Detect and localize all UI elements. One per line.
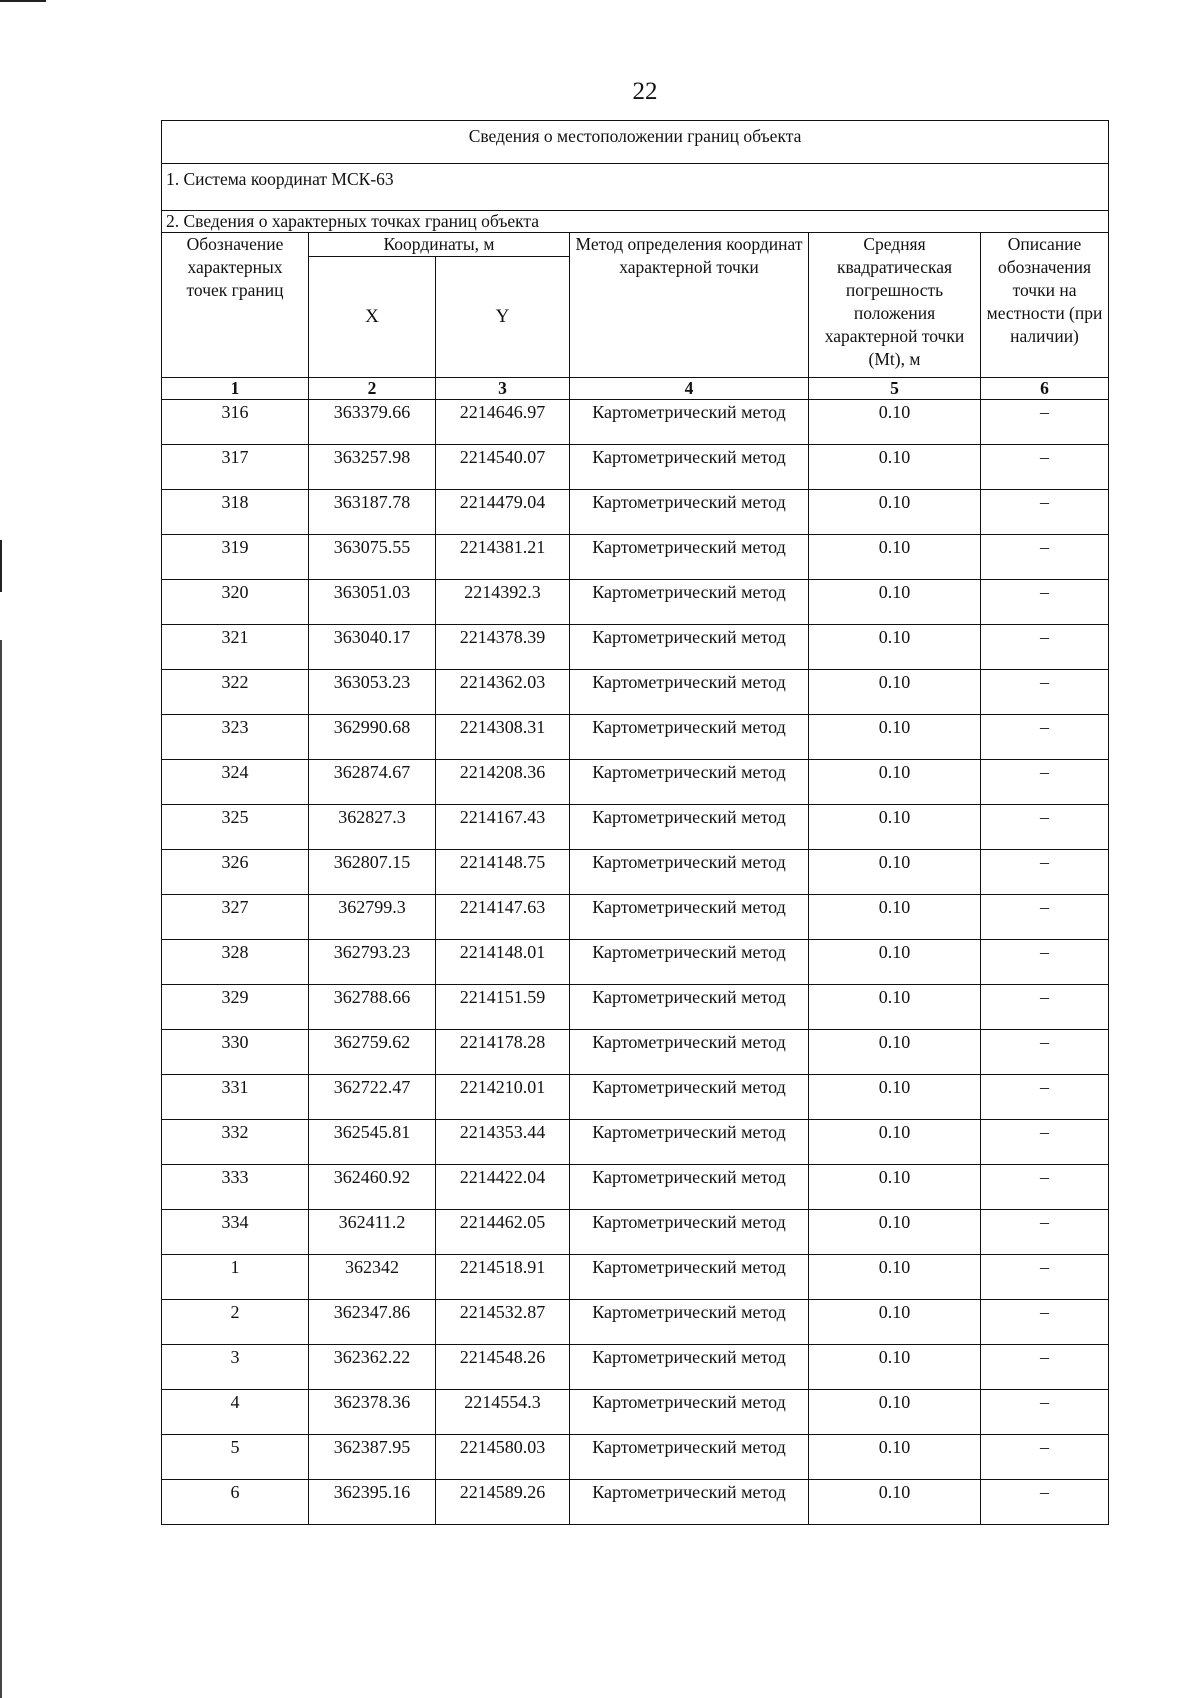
table-row: [162, 1390, 1109, 1435]
y-cell: 2214646.97: [436, 400, 570, 445]
description-cell: –: [981, 1345, 1109, 1390]
description-cell: –: [981, 1075, 1109, 1120]
point-cell: 333: [162, 1165, 309, 1210]
point-cell: 2: [162, 1300, 309, 1345]
description-cell: –: [981, 760, 1109, 805]
description-cell: –: [981, 400, 1109, 445]
table-title: Сведения о местоположении границ объекта: [162, 121, 1109, 164]
y-cell: 2214148.01: [436, 940, 570, 985]
x-cell: 362378.36: [309, 1390, 436, 1435]
mt-cell: 0.10: [809, 1165, 981, 1210]
header-x: X: [309, 257, 436, 378]
description-cell: –: [981, 1165, 1109, 1210]
mt-cell: 0.10: [809, 625, 981, 670]
method-cell: Картометрический метод: [570, 490, 809, 535]
column-number: 1: [162, 378, 309, 400]
mt-cell: 0.10: [809, 1030, 981, 1075]
point-cell: 322: [162, 670, 309, 715]
point-cell: 6: [162, 1480, 309, 1525]
table-row: [162, 1480, 1109, 1525]
x-cell: 362793.23: [309, 940, 436, 985]
description-cell: –: [981, 1480, 1109, 1525]
method-cell: Картометрический метод: [570, 985, 809, 1030]
point-cell: 331: [162, 1075, 309, 1120]
description-cell: –: [981, 895, 1109, 940]
description-cell: –: [981, 1300, 1109, 1345]
description-cell: –: [981, 1030, 1109, 1075]
y-cell: 2214353.44: [436, 1120, 570, 1165]
description-cell: –: [981, 670, 1109, 715]
y-cell: 2214208.36: [436, 760, 570, 805]
column-number: 5: [809, 378, 981, 400]
column-number: 4: [570, 378, 809, 400]
description-cell: –: [981, 580, 1109, 625]
method-cell: Картометрический метод: [570, 1255, 809, 1300]
x-cell: 362545.81: [309, 1120, 436, 1165]
table-row: [162, 1345, 1109, 1390]
method-cell: Картометрический метод: [570, 670, 809, 715]
y-cell: 2214532.87: [436, 1300, 570, 1345]
point-cell: 327: [162, 895, 309, 940]
point-cell: 326: [162, 850, 309, 895]
y-cell: 2214479.04: [436, 490, 570, 535]
method-cell: Картометрический метод: [570, 1120, 809, 1165]
mt-cell: 0.10: [809, 1300, 981, 1345]
y-cell: 2214151.59: [436, 985, 570, 1030]
mt-cell: 0.10: [809, 940, 981, 985]
x-cell: 362799.3: [309, 895, 436, 940]
y-cell: 2214147.63: [436, 895, 570, 940]
point-cell: 324: [162, 760, 309, 805]
point-cell: 325: [162, 805, 309, 850]
boundary-table-wrap: [161, 120, 1108, 1525]
x-cell: 362395.16: [309, 1480, 436, 1525]
table-row: [162, 1300, 1109, 1345]
description-cell: –: [981, 850, 1109, 895]
table-row: [162, 1255, 1109, 1300]
mt-cell: 0.10: [809, 1390, 981, 1435]
column-numbers-row: [162, 378, 1109, 400]
mt-cell: 0.10: [809, 1255, 981, 1300]
description-cell: –: [981, 625, 1109, 670]
description-cell: –: [981, 490, 1109, 535]
mt-cell: 0.10: [809, 445, 981, 490]
y-cell: 2214422.04: [436, 1165, 570, 1210]
method-cell: Картометрический метод: [570, 1300, 809, 1345]
header-y: Y: [436, 257, 570, 378]
method-cell: Картометрический метод: [570, 895, 809, 940]
description-cell: –: [981, 715, 1109, 760]
x-cell: 363187.78: [309, 490, 436, 535]
y-cell: 2214548.26: [436, 1345, 570, 1390]
point-cell: 321: [162, 625, 309, 670]
x-cell: 362807.15: [309, 850, 436, 895]
x-cell: 362460.92: [309, 1165, 436, 1210]
point-cell: 329: [162, 985, 309, 1030]
table-row: [162, 670, 1109, 715]
x-cell: 362347.86: [309, 1300, 436, 1345]
x-cell: 363040.17: [309, 625, 436, 670]
method-cell: Картометрический метод: [570, 1075, 809, 1120]
table-row: [162, 850, 1109, 895]
x-cell: 362759.62: [309, 1030, 436, 1075]
boundary-points-table: [161, 120, 1109, 1525]
table-row: [162, 580, 1109, 625]
mt-cell: 0.10: [809, 1210, 981, 1255]
table-row: [162, 1120, 1109, 1165]
point-cell: 323: [162, 715, 309, 760]
method-cell: Картометрический метод: [570, 1165, 809, 1210]
y-cell: 2214518.91: [436, 1255, 570, 1300]
point-cell: 3: [162, 1345, 309, 1390]
y-cell: 2214362.03: [436, 670, 570, 715]
scan-artifact-left-line: [0, 640, 2, 1698]
method-cell: Картометрический метод: [570, 1345, 809, 1390]
mt-cell: 0.10: [809, 715, 981, 760]
mt-cell: 0.10: [809, 490, 981, 535]
method-cell: Картометрический метод: [570, 1210, 809, 1255]
point-cell: 328: [162, 940, 309, 985]
table-row: [162, 895, 1109, 940]
method-cell: Картометрический метод: [570, 400, 809, 445]
point-cell: 320: [162, 580, 309, 625]
header-coordinates: Координаты, м: [309, 233, 570, 257]
mt-cell: 0.10: [809, 850, 981, 895]
mt-cell: 0.10: [809, 1435, 981, 1480]
method-cell: Картометрический метод: [570, 850, 809, 895]
mt-cell: 0.10: [809, 535, 981, 580]
method-cell: Картометрический метод: [570, 760, 809, 805]
section-title: 2. Сведения о характерных точках границ объекта: [162, 211, 1109, 233]
table-row: [162, 490, 1109, 535]
mt-cell: 0.10: [809, 985, 981, 1030]
method-cell: Картометрический метод: [570, 1390, 809, 1435]
y-cell: 2214210.01: [436, 1075, 570, 1120]
x-cell: 362362.22: [309, 1345, 436, 1390]
method-cell: Картометрический метод: [570, 625, 809, 670]
mt-cell: 0.10: [809, 580, 981, 625]
description-cell: –: [981, 1255, 1109, 1300]
description-cell: –: [981, 985, 1109, 1030]
mt-cell: 0.10: [809, 1075, 981, 1120]
y-cell: 2214589.26: [436, 1480, 570, 1525]
table-row: [162, 1435, 1109, 1480]
point-cell: 319: [162, 535, 309, 580]
mt-cell: 0.10: [809, 760, 981, 805]
x-cell: 362342: [309, 1255, 436, 1300]
point-cell: 316: [162, 400, 309, 445]
y-cell: 2214148.75: [436, 850, 570, 895]
mt-cell: 0.10: [809, 1345, 981, 1390]
method-cell: Картометрический метод: [570, 940, 809, 985]
description-cell: –: [981, 1210, 1109, 1255]
point-cell: 317: [162, 445, 309, 490]
description-cell: –: [981, 445, 1109, 490]
point-cell: 332: [162, 1120, 309, 1165]
point-cell: 318: [162, 490, 309, 535]
table-row: [162, 1075, 1109, 1120]
table-row: [162, 1210, 1109, 1255]
mt-cell: 0.10: [809, 895, 981, 940]
header-point-designation: Обозначение характерных точек границ: [162, 233, 309, 378]
x-cell: 363053.23: [309, 670, 436, 715]
y-cell: 2214178.28: [436, 1030, 570, 1075]
x-cell: 363257.98: [309, 445, 436, 490]
description-cell: –: [981, 1120, 1109, 1165]
y-cell: 2214462.05: [436, 1210, 570, 1255]
y-cell: 2214392.3: [436, 580, 570, 625]
column-number: 3: [436, 378, 570, 400]
table-row: [162, 1165, 1109, 1210]
y-cell: 2214308.31: [436, 715, 570, 760]
method-cell: Картометрический метод: [570, 1480, 809, 1525]
table-row: [162, 715, 1109, 760]
y-cell: 2214378.39: [436, 625, 570, 670]
x-cell: 362827.3: [309, 805, 436, 850]
point-cell: 5: [162, 1435, 309, 1480]
point-cell: 334: [162, 1210, 309, 1255]
scan-artifact-left-edge: [0, 540, 2, 592]
page-number: 22: [632, 78, 658, 105]
header-description: Описание обозначения точки на местности (при наличии): [981, 233, 1109, 378]
table-row: [162, 445, 1109, 490]
method-cell: Картометрический метод: [570, 535, 809, 580]
mt-cell: 0.10: [809, 400, 981, 445]
x-cell: 362990.68: [309, 715, 436, 760]
description-cell: –: [981, 805, 1109, 850]
x-cell: 362387.95: [309, 1435, 436, 1480]
x-cell: 362874.67: [309, 760, 436, 805]
method-cell: Картометрический метод: [570, 1030, 809, 1075]
x-cell: 363379.66: [309, 400, 436, 445]
x-cell: 362411.2: [309, 1210, 436, 1255]
mt-cell: 0.10: [809, 670, 981, 715]
scan-artifact-top-left: [0, 0, 46, 2]
coordinate-system: 1. Система координат МСК-63: [162, 164, 1109, 211]
point-cell: 4: [162, 1390, 309, 1435]
point-cell: 1: [162, 1255, 309, 1300]
y-cell: 2214554.3: [436, 1390, 570, 1435]
method-cell: Картометрический метод: [570, 805, 809, 850]
method-cell: Картометрический метод: [570, 445, 809, 490]
table-row: [162, 1030, 1109, 1075]
table-row: [162, 760, 1109, 805]
x-cell: 362722.47: [309, 1075, 436, 1120]
description-cell: –: [981, 535, 1109, 580]
header-error: Средняя квадратическая погрешность положения характерной точки (Mt), м: [809, 233, 981, 378]
method-cell: Картометрический метод: [570, 1435, 809, 1480]
x-cell: 363075.55: [309, 535, 436, 580]
method-cell: Картометрический метод: [570, 580, 809, 625]
column-number: 6: [981, 378, 1109, 400]
mt-cell: 0.10: [809, 1480, 981, 1525]
table-row: [162, 805, 1109, 850]
y-cell: 2214540.07: [436, 445, 570, 490]
table-row: [162, 985, 1109, 1030]
header-method: Метод определения координат характерной точки: [570, 233, 809, 378]
description-cell: –: [981, 1390, 1109, 1435]
table-body: [162, 400, 1109, 1525]
y-cell: 2214167.43: [436, 805, 570, 850]
description-cell: –: [981, 940, 1109, 985]
description-cell: –: [981, 1435, 1109, 1480]
table-row: [162, 940, 1109, 985]
point-cell: 330: [162, 1030, 309, 1075]
mt-cell: 0.10: [809, 1120, 981, 1165]
x-cell: 363051.03: [309, 580, 436, 625]
mt-cell: 0.10: [809, 805, 981, 850]
column-number: 2: [309, 378, 436, 400]
y-cell: 2214580.03: [436, 1435, 570, 1480]
method-cell: Картометрический метод: [570, 715, 809, 760]
y-cell: 2214381.21: [436, 535, 570, 580]
x-cell: 362788.66: [309, 985, 436, 1030]
table-row: [162, 400, 1109, 445]
table-row: [162, 625, 1109, 670]
table-row: [162, 535, 1109, 580]
